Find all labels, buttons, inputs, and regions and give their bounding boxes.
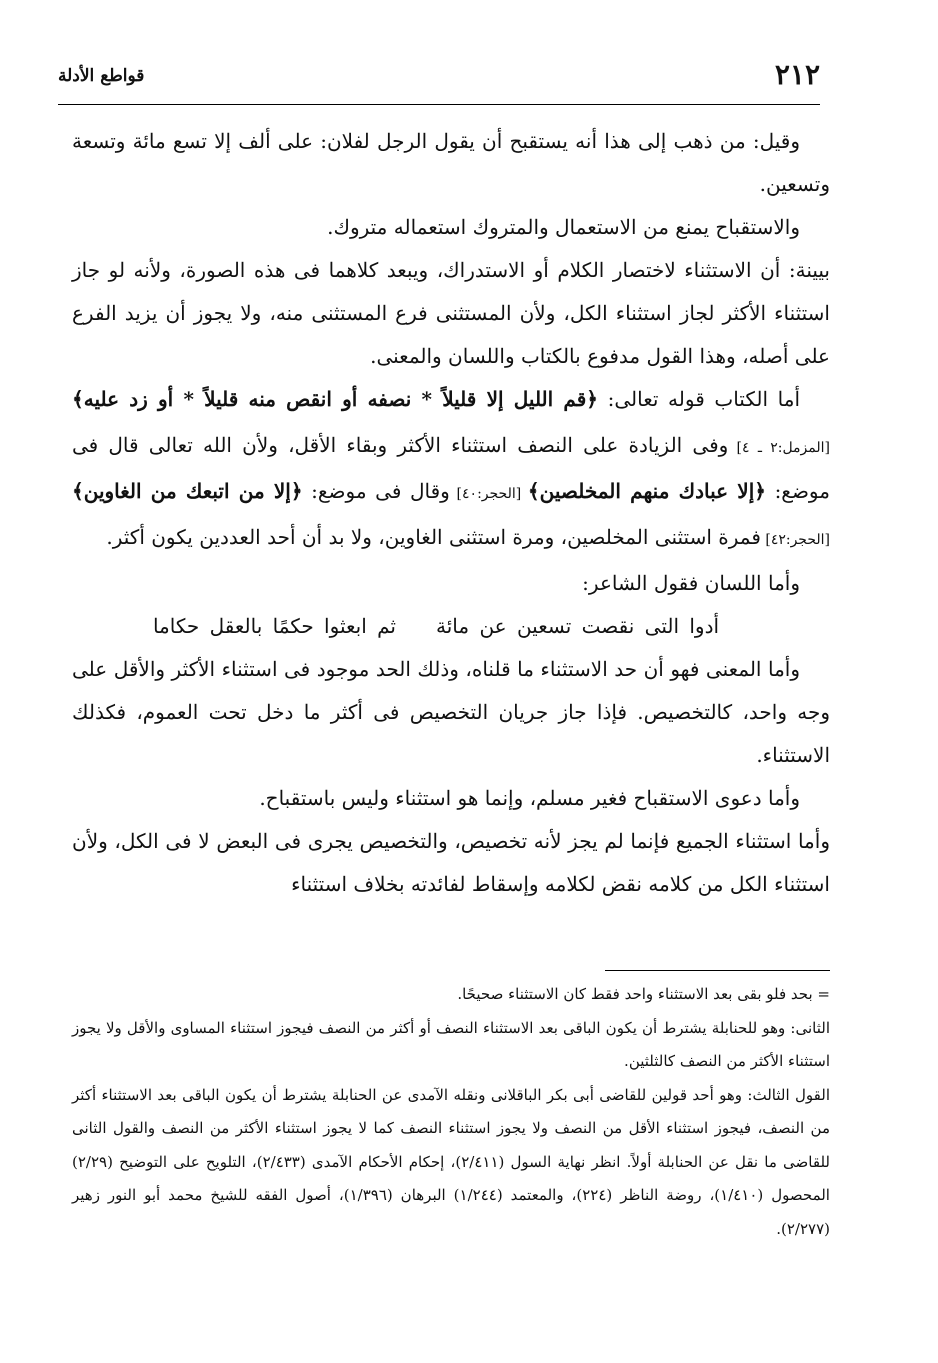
paragraph: وأما دعوى الاستقباح فغير مسلم، وإنما هو استثناء وليس باستقباح. [259,786,800,810]
paragraph: وأما اللسان فقول الشاعر: [582,571,800,595]
running-title: قواطع الأدلة [58,66,145,86]
text-run: فمرة استثنى المخلصين، ومرة استثنى الغاوين، ولا بد أن أحد العددين يكون أكثر. [106,525,761,549]
page-number: ٢١٢ [774,58,820,91]
quran-verse: ﴿إلا عبادك منهم المخلصين﴾ [527,479,766,503]
quran-verse: ﴿قم الليل إلا قليلاً * نصفه أو انقص منه قليلاً * أو زد عليه﴾ [72,387,599,411]
verse-reference: [الحجر:٤٢] [760,532,830,548]
footnotes [72,978,830,1246]
footnote: = بحد فلو بقى بعد الاستثناء واحد فقط كان الاستثناء صحيحًا. [457,985,830,1003]
text-run: أما الكتاب قوله تعالى: [598,387,801,411]
poetry-verse [72,605,830,648]
verse-reference: [المزمل:٢ ـ ٤] [728,440,830,456]
paragraph: بيينة: أن الاستثناء لاختصار الكلام أو الاستدراك، ويبعد كلاهما فى هذه الصورة، ولأنه لو جاز استثناء الأكثر لجاز استثناء الكل، ولأن المستثنى فرع المستثنى منه، ولا يجوز أن يزيد الفرع على أصله، وهذا القول مدفوع بالكتاب واللسان والمعنى. [72,258,830,368]
verse-second-hemistich: ثم ابعثوا حكمًا بالعقل حكاما [152,614,396,638]
verse-first-hemistich: أدوا التى نقصت تسعين عن مائة [435,614,720,638]
footnote-divider [605,970,830,971]
paragraph: وأما المعنى فهو أن حد الاستثناء ما قلناه، وذلك الحد موجود فى استثناء الأكثر والأقل على وجه واحد، كالتخصيص. فإذا جاز جريان التخصيص فى أكثر ما دخل تحت العموم، فكذلك الاستثناء. [72,657,830,767]
text-run: وقال فى موضع: [302,479,450,503]
verse-reference: [الحجر:٤٠] [449,486,528,502]
paragraph: وقيل: من ذهب إلى هذا أنه يستقبح أن يقول الرجل لفلان: على ألف إلا تسع مائة وتسعة وتسعين. [72,129,830,196]
main-text [72,120,830,906]
footnote: الثانى: وهو للحنابلة يشترط أن يكون الباقى بعد الاستثناء النصف أو أكثر من النصف فيجوز استثناء المساوى والأقل ولا يجوز استثناء الأكثر من النصف كالثلثين. [72,1018,830,1070]
header-divider [58,104,820,105]
page-header [58,58,820,104]
paragraph: وأما استثناء الجميع فإنما لم يجز لأنه تخصيص، والتخصيص يجرى فى البعض لا فى الكل، ولأن استثناء الكل من كلامه نقض لكلامه وإسقاط لفائدته بخلاف استثناء [72,829,830,896]
paragraph: والاستقباح يمنع من الاستعمال والمتروك استعماله متروك. [327,215,800,239]
footnote: القول الثالث: وهو أحد قولين للقاضى أبى بكر الباقلانى ونقله الآمدى عن الحنابلة يشترط أن يكون الباقى بعد الاستثناء أكثر من النصف، فيجوز استثناء الأقل من النصف ولا يجوز استثناء النصف كما لا يجوز استثناء الأكثر من النصف والقول الثانى للقاضى ما نقل عن الحنابلة أولاً. انظر نهاية السول (٢/٤١١)، إحكام الأحكام الآمدى (٢/٤٣٣)، التلويح على التوضيح (٢/٢٩) المحصول (١/٤١٠)، روضة الناظر (٢٢٤)، والمعتمد (١/٢٤٤) البرهان (١/٣٩٦)، أصول الفقه للشيخ محمد أبو النور زهير (٢/٢٧٧). [72,1085,830,1238]
quran-verse: ﴿إلا من اتبعك من الغاوين﴾ [72,479,303,503]
paragraph-quran-evidence [72,378,830,562]
text-run: وفى الزيادة على النصف استثناء الأكثر وبقاء الأقل، ولأن الله تعالى قال فى موضع: [72,433,830,503]
